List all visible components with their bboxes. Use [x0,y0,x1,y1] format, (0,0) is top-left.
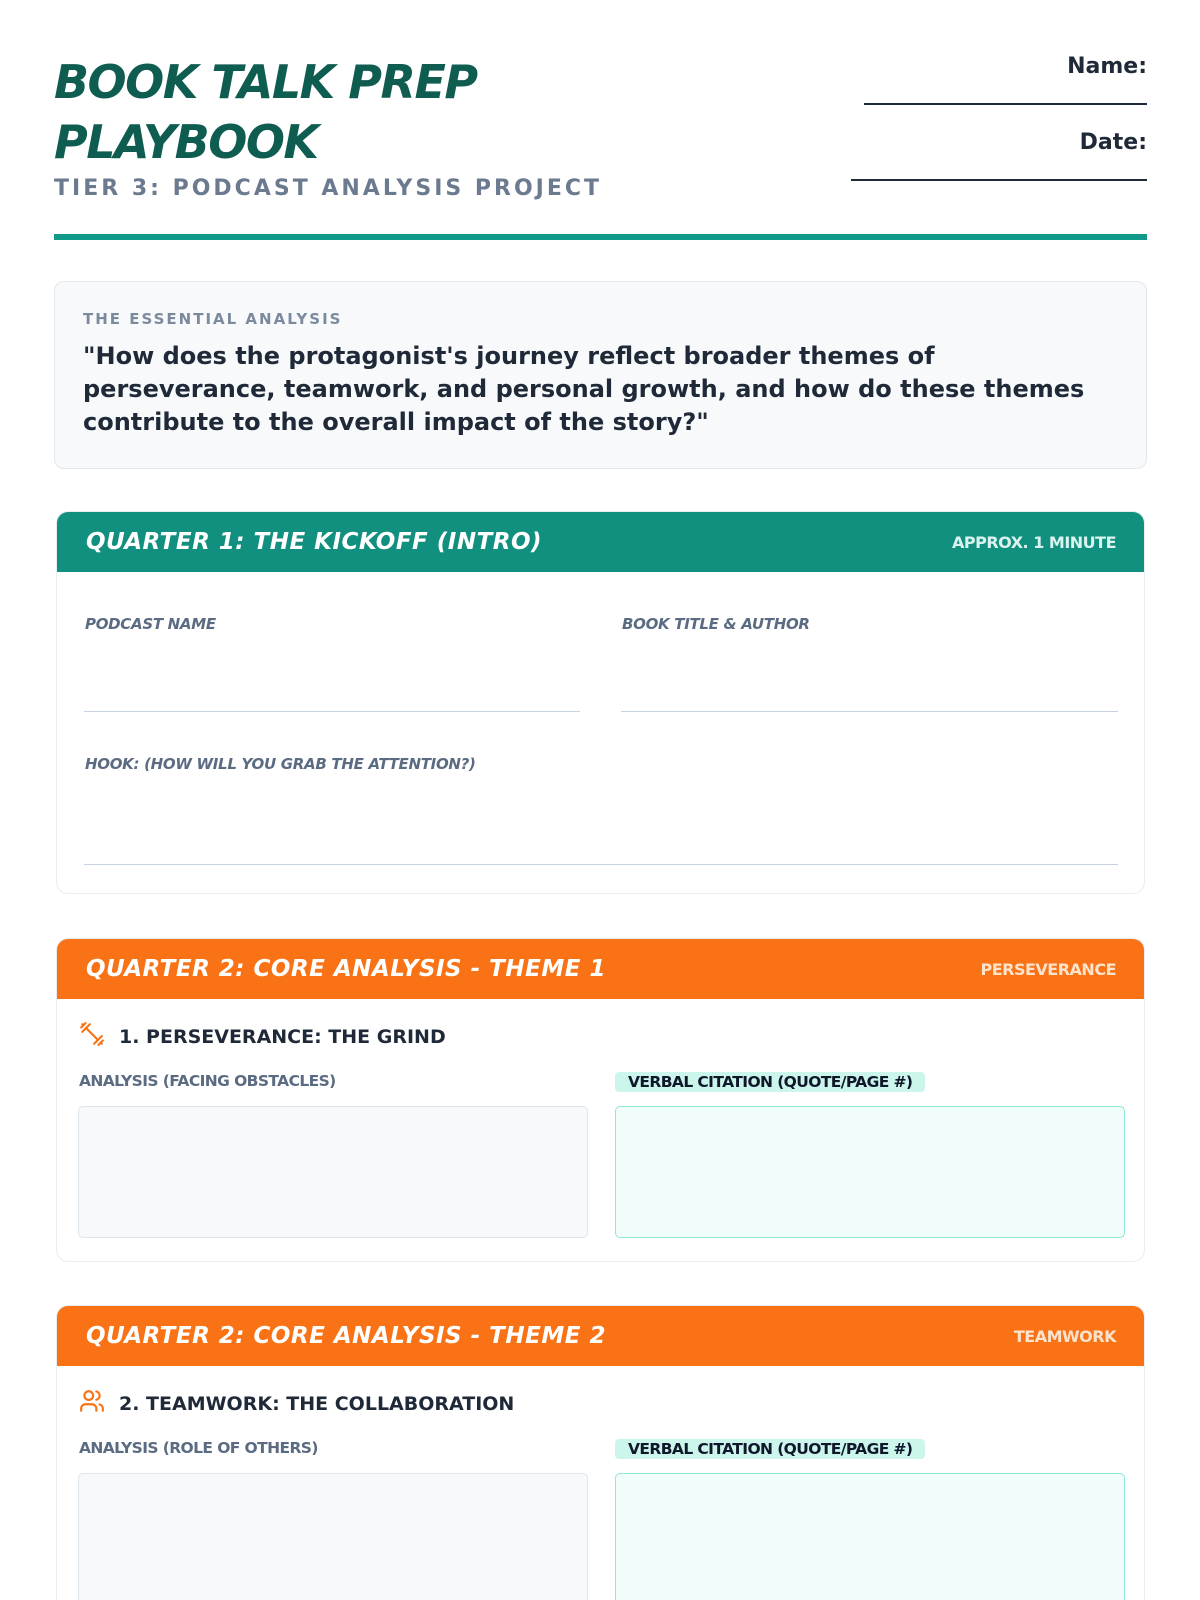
theme2-tag: TEAMWORK [1013,1326,1116,1346]
hook-label: HOOK: (HOW WILL YOU GRAB THE ATTENTION?) [85,755,476,773]
title-line-2: PLAYBOOK [54,115,318,169]
theme2-heading-row [79,1388,514,1419]
quarter1-title: QUARTER 1: THE KICKOFF (INTRO) [86,529,543,555]
essential-analysis-box [54,281,1147,469]
theme2-card [56,1305,1145,1600]
dumbbell-icon [79,1021,105,1052]
name-field[interactable] [864,103,1147,105]
theme1-card [56,938,1145,1262]
essential-eyebrow: THE ESSENTIAL ANALYSIS [83,310,343,328]
theme1-header [57,939,1144,999]
theme1-tag: PERSEVERANCE [980,959,1116,979]
date-field[interactable] [851,179,1147,181]
book-title-field[interactable] [621,711,1118,712]
page-header [54,52,1147,242]
theme2-heading: 2. TEAMWORK: THE COLLABORATION [119,1392,515,1415]
podcast-name-label: PODCAST NAME [85,615,216,633]
users-icon [79,1388,105,1419]
page-title [54,52,614,172]
name-label: Name: [1067,54,1147,79]
quarter1-card [56,511,1145,894]
title-line-1: BOOK TALK PREP [54,55,477,109]
theme1-analysis-label: ANALYSIS (FACING OBSTACLES) [79,1072,336,1090]
theme1-analysis-box[interactable] [78,1106,588,1238]
theme2-analysis-box[interactable] [78,1473,588,1600]
theme1-citation-box[interactable] [615,1106,1125,1238]
theme2-citation-box[interactable] [615,1473,1125,1600]
essential-question: "How does the protagonist's journey reflect broader themes of perseverance, teamwork, and personal growth, and how do these themes contribute to the overall impact of the story?" [83,342,1085,436]
theme2-citation-label: VERBAL CITATION (QUOTE/PAGE #) [615,1439,925,1459]
date-label: Date: [1079,130,1147,155]
theme2-analysis-label: ANALYSIS (ROLE OF OTHERS) [79,1439,318,1457]
theme1-heading: 1. PERSEVERANCE: THE GRIND [119,1025,446,1048]
theme2-title: QUARTER 2: CORE ANALYSIS - THEME 2 [86,1323,606,1349]
header-divider [54,234,1147,240]
podcast-name-field[interactable] [84,711,580,712]
quarter1-tag: APPROX. 1 MINUTE [952,532,1116,552]
quarter1-header [57,512,1144,572]
theme1-title: QUARTER 2: CORE ANALYSIS - THEME 1 [86,956,606,982]
hook-field[interactable] [84,864,1118,865]
theme1-citation-label: VERBAL CITATION (QUOTE/PAGE #) [615,1072,925,1092]
book-title-label: BOOK TITLE & AUTHOR [622,615,810,633]
page-subtitle: TIER 3: PODCAST ANALYSIS PROJECT [54,176,603,201]
theme2-header [57,1306,1144,1366]
name-date-block [837,52,1147,181]
theme1-heading-row [79,1021,446,1052]
